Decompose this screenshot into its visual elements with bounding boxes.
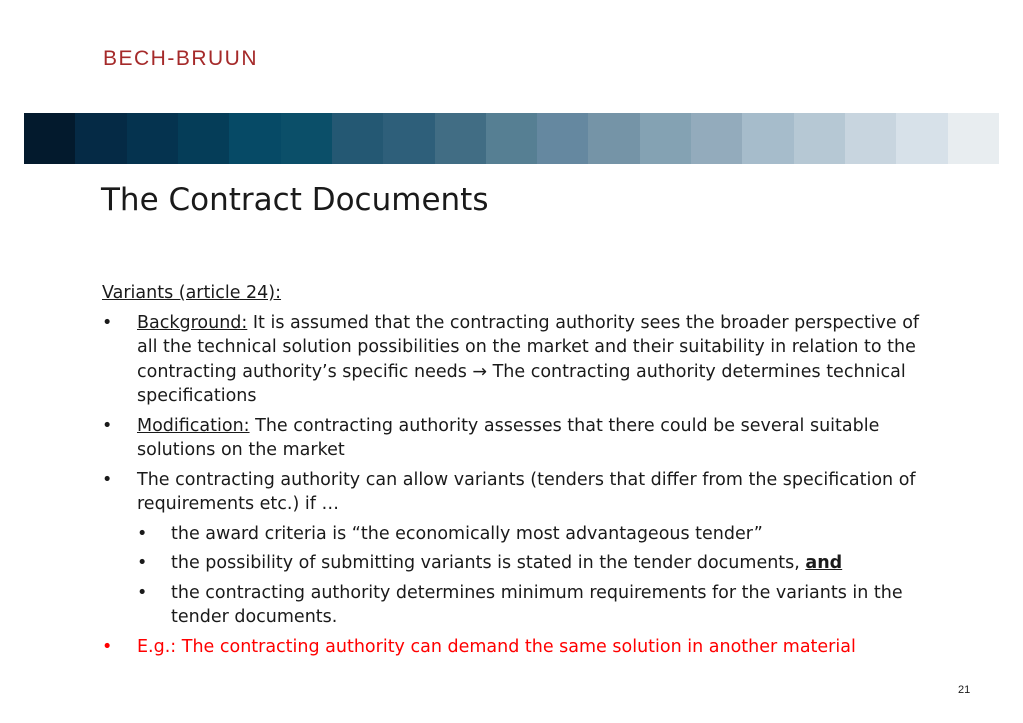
bullet-item-modification: [102, 414, 942, 463]
bullet-item-variants: [102, 468, 942, 630]
bullet-icon: •: [137, 582, 148, 603]
band-cell: [845, 113, 896, 164]
bullet-icon: •: [102, 469, 113, 490]
band-cell: [383, 113, 434, 164]
band-cell: [281, 113, 332, 164]
band-cell: [229, 113, 280, 164]
band-cell: [24, 113, 75, 164]
bullet-label: Modification:: [137, 415, 250, 436]
bullet-label: Background:: [137, 312, 248, 333]
sub-bullet-list: [137, 522, 942, 630]
bullet-icon: •: [102, 415, 113, 436]
emphasis-and: and: [805, 553, 843, 573]
band-cell: [948, 113, 999, 164]
bullet-icon: •: [137, 523, 148, 544]
page-number: 21: [958, 684, 971, 696]
sub-bullet-text: the possibility of submitting variants is stated in the tender documents,: [171, 553, 806, 573]
slide-body: [102, 281, 942, 664]
company-logo: BECH-BRUUN: [103, 47, 259, 70]
band-cell: [178, 113, 229, 164]
band-cell: [127, 113, 178, 164]
band-cell: [332, 113, 383, 164]
bullet-text: It is assumed that the contracting authority sees the broader perspective of all the technical solution possibilities on the market and their suitability in relation to the contracting authority’s specific needs → The contracting authority determines technical specifications: [137, 312, 920, 406]
sub-bullet-item: [137, 551, 942, 576]
bullet-icon: •: [137, 553, 148, 573]
sub-bullet-text: the contracting authority determines minimum requirements for the variants in the tender documents.: [171, 582, 903, 627]
band-cell: [537, 113, 588, 164]
band-cell: [794, 113, 845, 164]
bullet-item-background: [102, 311, 942, 409]
section-heading: Variants (article 24):: [102, 283, 282, 303]
bullet-icon: •: [102, 636, 113, 657]
sub-bullet-item: [137, 522, 942, 547]
band-cell: [691, 113, 742, 164]
bullet-text: The contracting authority assesses that there could be several suitable solutions on the market: [137, 415, 880, 460]
slide-title: The Contract Documents: [101, 182, 489, 218]
bullet-text: E.g.: The contracting authority can demand the same solution in another material: [137, 636, 856, 657]
band-cell: [896, 113, 947, 164]
band-cell: [640, 113, 691, 164]
band-cell: [75, 113, 126, 164]
band-cell: [742, 113, 793, 164]
bullet-item-example: [102, 635, 942, 660]
bullet-list: [102, 311, 942, 660]
band-cell: [486, 113, 537, 164]
sub-bullet-text: the award criteria is “the economically most advantageous tender”: [171, 523, 763, 544]
bullet-icon: •: [102, 312, 113, 333]
bullet-text: The contracting authority can allow variants (tenders that differ from the specification of requirements etc.) if …: [137, 469, 916, 514]
band-cell: [588, 113, 639, 164]
color-gradient-band: [24, 113, 999, 164]
band-cell: [435, 113, 486, 164]
sub-bullet-item: [137, 581, 942, 630]
